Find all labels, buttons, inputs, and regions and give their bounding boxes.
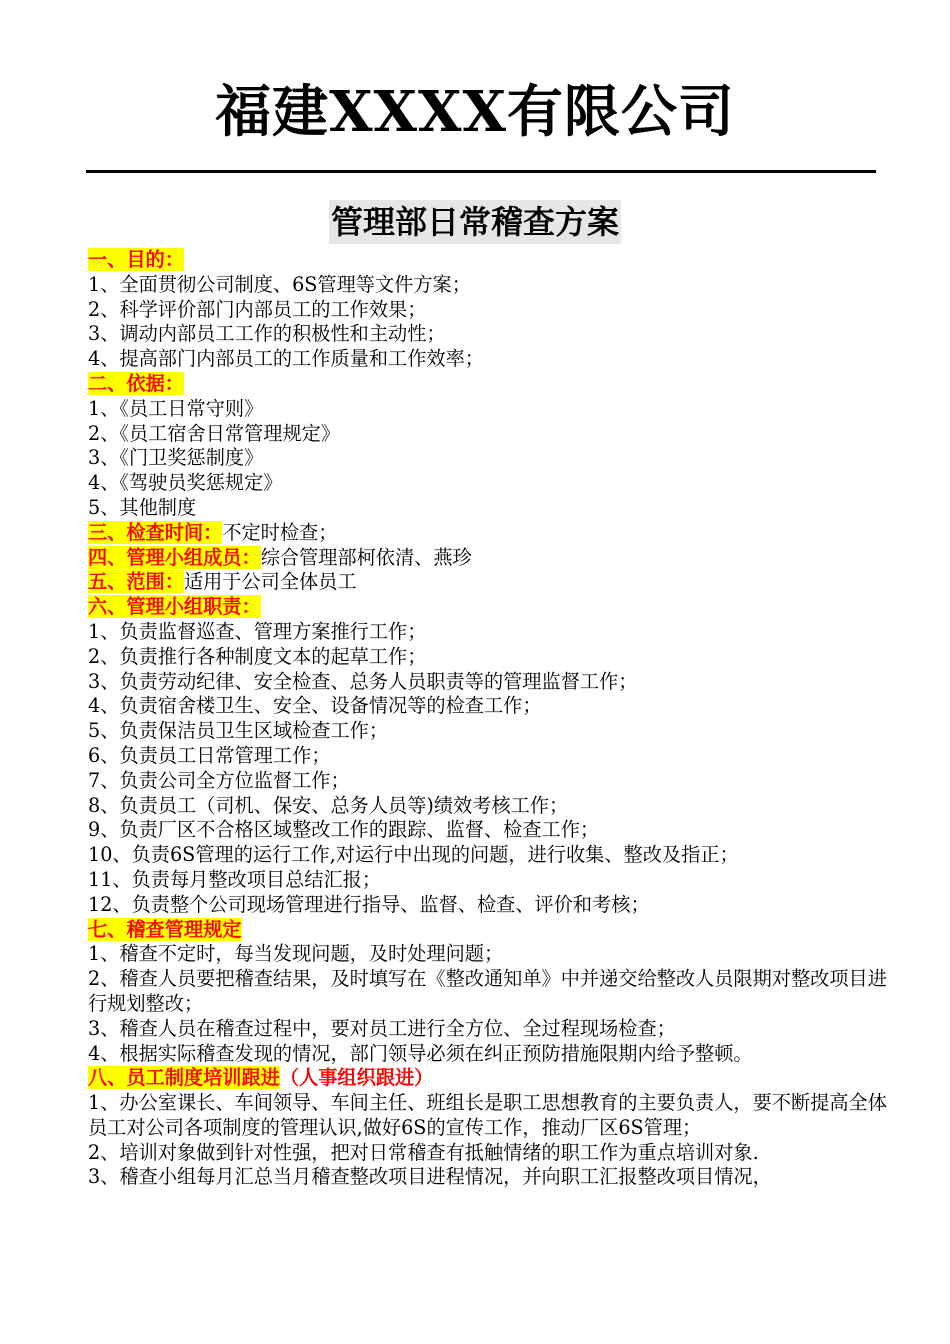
title-container [0,200,950,244]
document-body [88,248,888,1190]
duty-item: 1、负责监督巡查、管理方案推行工作； [88,619,427,643]
basis-item: 1、《员工日常守则》 [88,396,264,420]
basis-item: 2、《员工宿舍日常管理规定》 [88,421,341,445]
duty-item: 7、负责公司全方位监督工作； [88,768,350,792]
duty-item: 8、负责员工（司机、保安、总务人员等)绩效考核工作； [88,793,569,817]
section-heading-duties: 六、管理小组职责： [88,595,261,619]
members-text: 综合管理部柯依清、燕珍 [260,545,472,569]
duty-item: 3、负责劳动纪律、安全检查、总务人员职责等的管理监督工作； [88,669,638,693]
training-item: 3、稽查小组每月汇总当月稽查整改项目进程情况，并向职工汇报整改项目情况， [88,1165,772,1189]
time-text: 不定时检查； [222,520,338,544]
purpose-item: 1、全面贯彻公司制度、6S管理等文件方案； [88,272,471,296]
document-title: 管理部日常稽查方案 [329,200,621,244]
duty-item: 4、负责宿舍楼卫生、安全、设备情况等的检查工作； [88,694,542,718]
training-heading-note: （人事组织跟进） [279,1066,434,1090]
audit-rule-item: 3、稽查人员在稽查过程中，要对员工进行全方位、全过程现场检查； [88,1016,676,1040]
duty-item: 11、负责每月整改项目总结汇报； [88,867,382,891]
audit-rule-item: 4、根据实际稽查发现的情况，部门领导必须在纠正预防措施限期内给予整顿。 [88,1041,753,1065]
duty-item: 10、负责6S管理的运行工作,对运行中出现的问题，进行收集、整改及指正； [88,843,739,867]
purpose-item: 2、科学评价部门内部员工的工作效果； [88,297,427,321]
section-members [88,546,888,571]
basis-item: 5、其他制度 [88,495,197,519]
basis-item: 3、《门卫奖惩制度》 [88,446,264,470]
section-time [88,521,888,546]
header-rule [86,170,876,173]
duty-item: 5、负责保洁员卫生区域检查工作； [88,719,389,743]
section-heading-members: 四、管理小组成员： [88,545,261,569]
company-name: 福建XXXX有限公司 [215,79,735,145]
duty-item: 12、负责整个公司现场管理进行指导、监督、检查、评价和考核； [88,892,650,916]
training-item: 1、办公室课长、车间领导、车间主任、班组长是职工思想教育的主要负责人，要不断提高全体员工对公司各项制度的管理认识,做好6S的宣传工作，推动厂区6S管理； [88,1091,887,1139]
audit-rule-item: 1、稽查不定时，每当发现问题，及时处理问题； [88,942,504,966]
scope-text: 适用于公司全体员工 [183,570,357,594]
section-heading-purpose: 一、目的： [88,248,184,271]
section-scope [88,570,888,595]
section-heading-audit-rules: 七、稽查管理规定 [88,917,242,941]
section-heading-time: 三、检查时间： [88,520,223,544]
section-heading-training: 八、员工制度培训跟进（人事组织跟进） [88,1066,434,1090]
basis-item: 4、《驾驶员奖惩规定》 [88,471,283,495]
training-item: 2、培训对象做到针对性强，把对日常稽查有抵触情绪的职工作为重点培训对象. [88,1140,759,1164]
duty-item: 2、负责推行各种制度文本的起草工作； [88,644,427,668]
duty-item: 9、负责厂区不合格区域整改工作的跟踪、监督、检查工作； [88,818,600,842]
purpose-item: 3、调动内部员工工作的积极性和主动性； [88,322,446,346]
audit-rule-item: 2、稽查人员要把稽查结果，及时填写在《整改通知单》中并递交给整改人员限期对整改项目进行规划整改； [88,967,887,1015]
section-heading-scope: 五、范围： [88,570,184,594]
duty-item: 6、负责员工日常管理工作； [88,743,331,767]
section-heading-basis: 二、依据： [88,371,184,395]
purpose-item: 4、提高部门内部员工的工作质量和工作效率； [88,347,484,371]
